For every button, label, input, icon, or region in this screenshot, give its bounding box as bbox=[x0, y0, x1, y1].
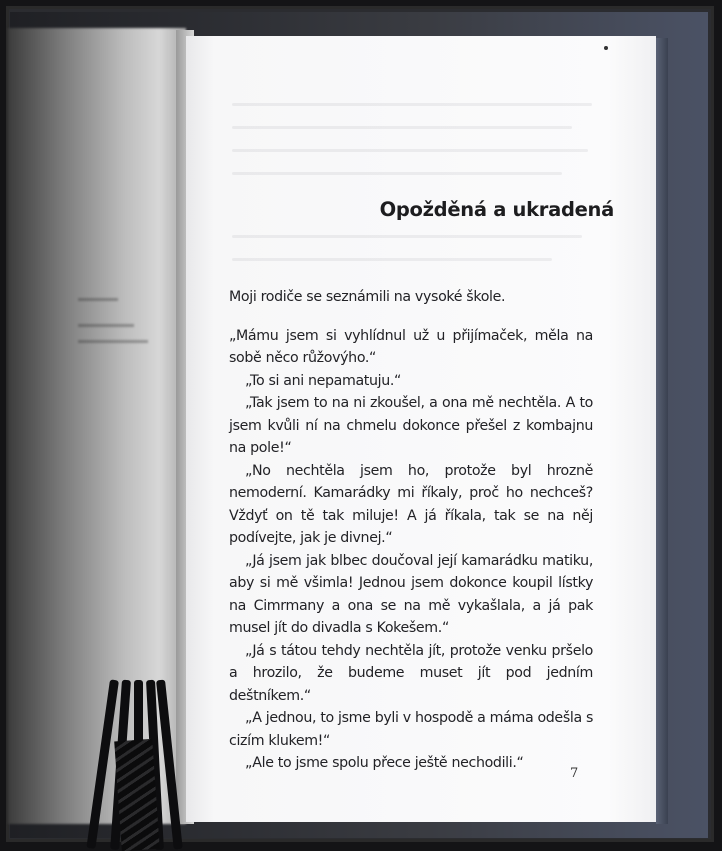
show-through-line bbox=[232, 172, 562, 175]
show-through-line bbox=[232, 103, 592, 106]
paragraph: „Mámu jsem si vyhlídnul už u přijímaček, měla na sobě něco růžovýho.“ bbox=[229, 327, 593, 366]
show-through-line bbox=[232, 149, 588, 152]
page-speck bbox=[604, 46, 608, 50]
paragraph: „Tak jsem to na ni zkoušel, a ona mě nechtěla. A to jsem kvůli ní na chmelu dokonce přešel z kombajnu na pole!“ bbox=[229, 395, 593, 456]
page-edge bbox=[656, 38, 668, 824]
chapter-title: Opožděná a ukradená bbox=[379, 198, 614, 221]
paragraph: „Já s tátou tehdy nechtěla jít, protože venku pršelo a hrozilo, že budeme muset jít pod jedním deštníkem.“ bbox=[229, 642, 593, 704]
show-through-line bbox=[232, 258, 552, 261]
paragraph: „Ale to jsme spolu přece ještě nechodili.“ bbox=[245, 755, 524, 771]
page-number: 7 bbox=[570, 766, 579, 781]
show-through-line bbox=[232, 235, 582, 238]
show-through-line bbox=[232, 126, 572, 129]
left-page-ghost-line bbox=[78, 340, 148, 343]
paragraph: „A jednou, to jsme byli v hospodě a máma odešla s cizím klukem!“ bbox=[229, 710, 593, 749]
chapter-body bbox=[229, 286, 593, 775]
paragraph: „To si ani nepamatuju.“ bbox=[245, 372, 402, 389]
paragraph: Moji rodiče se seznámili na vysoké škole. bbox=[229, 289, 506, 305]
paragraph: „No nechtěla jsem ho, protože byl hrozně nemoderní. Kamarádky mi říkaly, proč ho nechceš? Vždyť on tě tak miluje! A já říkala, tak se na něj podívejte, jak je divnej.“ bbox=[229, 462, 593, 546]
bookmark-ribbon-band bbox=[114, 739, 160, 851]
left-page-ghost-line bbox=[78, 324, 134, 327]
left-page-ghost-line bbox=[78, 298, 118, 301]
paragraph: „Já jsem jak blbec doučoval její kamarádku matiku, aby si mě všimla! Jednou jsem dokonce koupil lístky na Cimrmany a ona se na mě vykašlala, a já pak musel jít do divadla s Kokešem.“ bbox=[229, 552, 593, 636]
